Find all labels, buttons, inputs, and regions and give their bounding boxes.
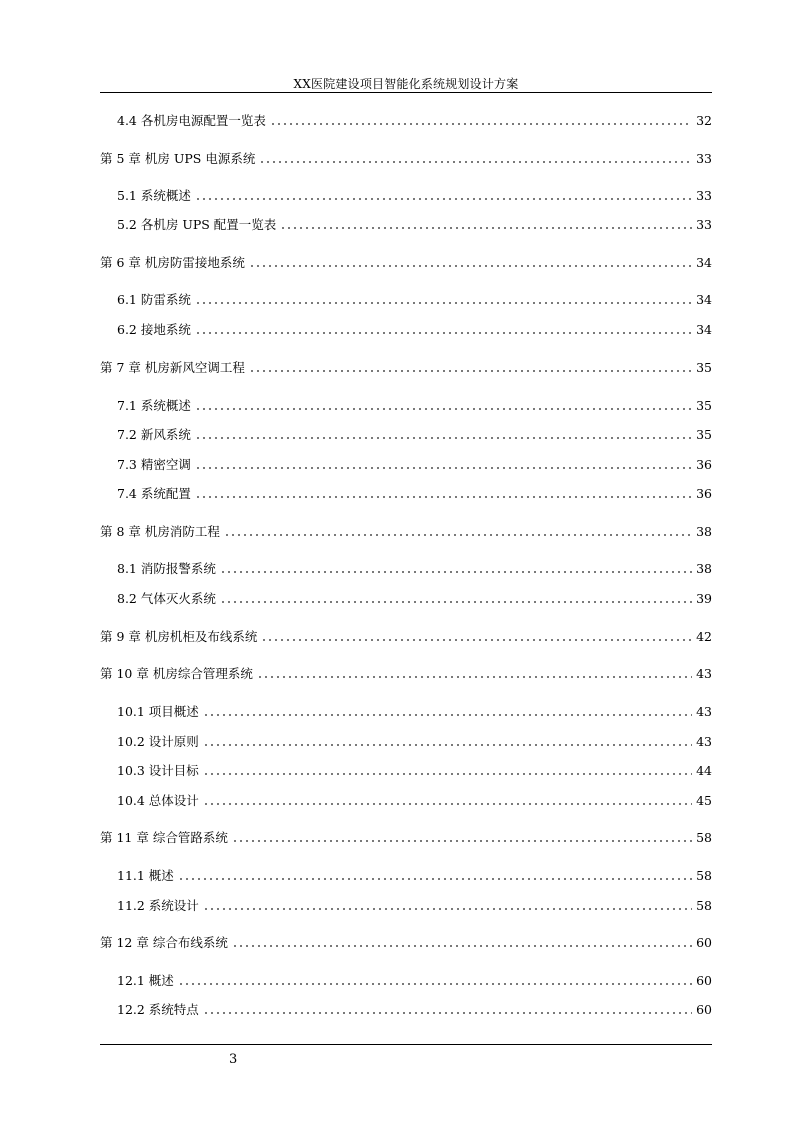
dot-leader [249, 264, 692, 268]
toc-entry-page: 38 [696, 561, 712, 576]
toc-entry-page: 34 [696, 322, 712, 337]
toc-section-entry[interactable] [117, 897, 712, 915]
toc-entry-page: 33 [696, 188, 712, 203]
toc-entry-title: 7.2 新风系统 [117, 427, 191, 442]
toc-entry-page: 58 [696, 898, 712, 913]
toc-entry-title: 7.4 系统配置 [117, 486, 191, 501]
toc-entry-page: 42 [696, 629, 712, 644]
toc-section-entry[interactable] [117, 291, 712, 309]
toc-entry-page: 35 [696, 427, 712, 442]
toc-chapter-entry[interactable] [100, 934, 712, 952]
toc-entry-page: 35 [696, 398, 712, 413]
toc-entry-title: 第 11 章 综合管路系统 [100, 830, 228, 845]
toc-section-entry[interactable] [117, 560, 712, 578]
dot-leader [220, 570, 692, 574]
dot-leader [259, 160, 692, 164]
toc-entry-page: 32 [696, 113, 712, 128]
toc-section-entry[interactable] [117, 762, 712, 780]
dot-leader [224, 533, 692, 537]
toc-entry-page: 35 [696, 360, 712, 375]
toc-entry-title: 8.2 气体灭火系统 [117, 591, 216, 606]
dot-leader [203, 802, 692, 806]
dot-leader [195, 407, 692, 411]
toc-chapter-entry[interactable] [100, 523, 712, 541]
dot-leader [232, 839, 692, 843]
toc-section-entry[interactable] [117, 703, 712, 721]
toc-entry-title: 4.4 各机房电源配置一览表 [117, 113, 266, 128]
toc-entry-title: 第 12 章 综合布线系统 [100, 935, 228, 950]
page-number: 3 [229, 1052, 238, 1067]
toc-section-entry[interactable] [117, 321, 712, 339]
dot-leader [195, 495, 692, 499]
dot-leader [203, 743, 692, 747]
toc-chapter-entry[interactable] [100, 829, 712, 847]
toc-section-entry[interactable] [117, 426, 712, 444]
dot-leader [203, 907, 692, 911]
toc-entry-title: 7.3 精密空调 [117, 457, 191, 472]
toc-entry-title: 5.2 各机房 UPS 配置一览表 [117, 217, 277, 232]
toc-entry-page: 38 [696, 524, 712, 539]
toc-entry-title: 10.4 总体设计 [117, 793, 199, 808]
toc-chapter-entry[interactable] [100, 665, 712, 683]
toc-section-entry[interactable] [117, 112, 712, 130]
toc-chapter-entry[interactable] [100, 628, 712, 646]
toc-entry-page: 43 [696, 704, 712, 719]
toc-section-entry[interactable] [117, 456, 712, 474]
toc-entry-title: 10.1 项目概述 [117, 704, 199, 719]
toc-entry-page: 34 [696, 255, 712, 270]
toc-section-entry[interactable] [117, 397, 712, 415]
footer-divider [100, 1044, 712, 1045]
toc-entry-title: 11.2 系统设计 [117, 898, 199, 913]
toc-entry-page: 44 [696, 763, 712, 778]
dot-leader [195, 197, 692, 201]
dot-leader [270, 122, 692, 126]
toc-entry-title: 10.3 设计目标 [117, 763, 199, 778]
toc-section-entry[interactable] [117, 1001, 712, 1019]
toc-entry-title: 10.2 设计原则 [117, 734, 199, 749]
toc-entry-title: 12.2 系统特点 [117, 1002, 199, 1017]
toc-entry-page: 60 [696, 935, 712, 950]
toc-entry-title: 7.1 系统概述 [117, 398, 191, 413]
dot-leader [195, 466, 692, 470]
toc-entry-title: 第 6 章 机房防雷接地系统 [100, 255, 245, 270]
toc-entry-title: 第 8 章 机房消防工程 [100, 524, 220, 539]
toc-entry-page: 34 [696, 292, 712, 307]
dot-leader [232, 944, 692, 948]
dot-leader [257, 675, 692, 679]
toc-entry-title: 12.1 概述 [117, 973, 174, 988]
toc-entry-title: 8.1 消防报警系统 [117, 561, 216, 576]
toc-section-entry[interactable] [117, 187, 712, 205]
toc-entry-title: 11.1 概述 [117, 868, 174, 883]
toc-entry-title: 5.1 系统概述 [117, 188, 191, 203]
toc-entry-title: 第 7 章 机房新风空调工程 [100, 360, 245, 375]
toc-entry-page: 33 [696, 151, 712, 166]
toc-entry-page: 60 [696, 1002, 712, 1017]
toc-entry-page: 58 [696, 830, 712, 845]
toc-entry-page: 43 [696, 666, 712, 681]
dot-leader [280, 226, 692, 230]
toc-section-entry[interactable] [117, 216, 712, 234]
dot-leader [203, 1011, 692, 1015]
dot-leader [178, 877, 692, 881]
toc-chapter-entry[interactable] [100, 150, 712, 168]
toc-entry-page: 39 [696, 591, 712, 606]
toc-entry-page: 43 [696, 734, 712, 749]
toc-section-entry[interactable] [117, 792, 712, 810]
dot-leader [249, 369, 692, 373]
toc-entry-page: 45 [696, 793, 712, 808]
toc-entry-title: 第 5 章 机房 UPS 电源系统 [100, 151, 256, 166]
toc-entry-page: 36 [696, 486, 712, 501]
toc-entry-page: 36 [696, 457, 712, 472]
toc-entry-title: 第 10 章 机房综合管理系统 [100, 666, 253, 681]
dot-leader [178, 982, 692, 986]
toc-entry-page: 58 [696, 868, 712, 883]
toc-chapter-entry[interactable] [100, 254, 712, 272]
dot-leader [261, 638, 692, 642]
toc-entry-title: 6.2 接地系统 [117, 322, 191, 337]
toc-section-entry[interactable] [117, 972, 712, 990]
toc-section-entry[interactable] [117, 733, 712, 751]
toc-entry-page: 33 [696, 217, 712, 232]
toc-section-entry[interactable] [117, 485, 712, 503]
dot-leader [195, 331, 692, 335]
toc-chapter-entry[interactable] [100, 359, 712, 377]
toc-section-entry[interactable] [117, 590, 712, 608]
dot-leader [195, 436, 692, 440]
toc-section-entry[interactable] [117, 867, 712, 885]
toc-entry-title: 第 9 章 机房机柜及布线系统 [100, 629, 258, 644]
dot-leader [203, 772, 692, 776]
toc-entry-title: 6.1 防雷系统 [117, 292, 191, 307]
dot-leader [220, 600, 692, 604]
dot-leader [203, 713, 692, 717]
dot-leader [195, 301, 692, 305]
toc-entry-page: 60 [696, 973, 712, 988]
page-header-title: XX医院建设项目智能化系统规划设计方案 [293, 77, 519, 91]
